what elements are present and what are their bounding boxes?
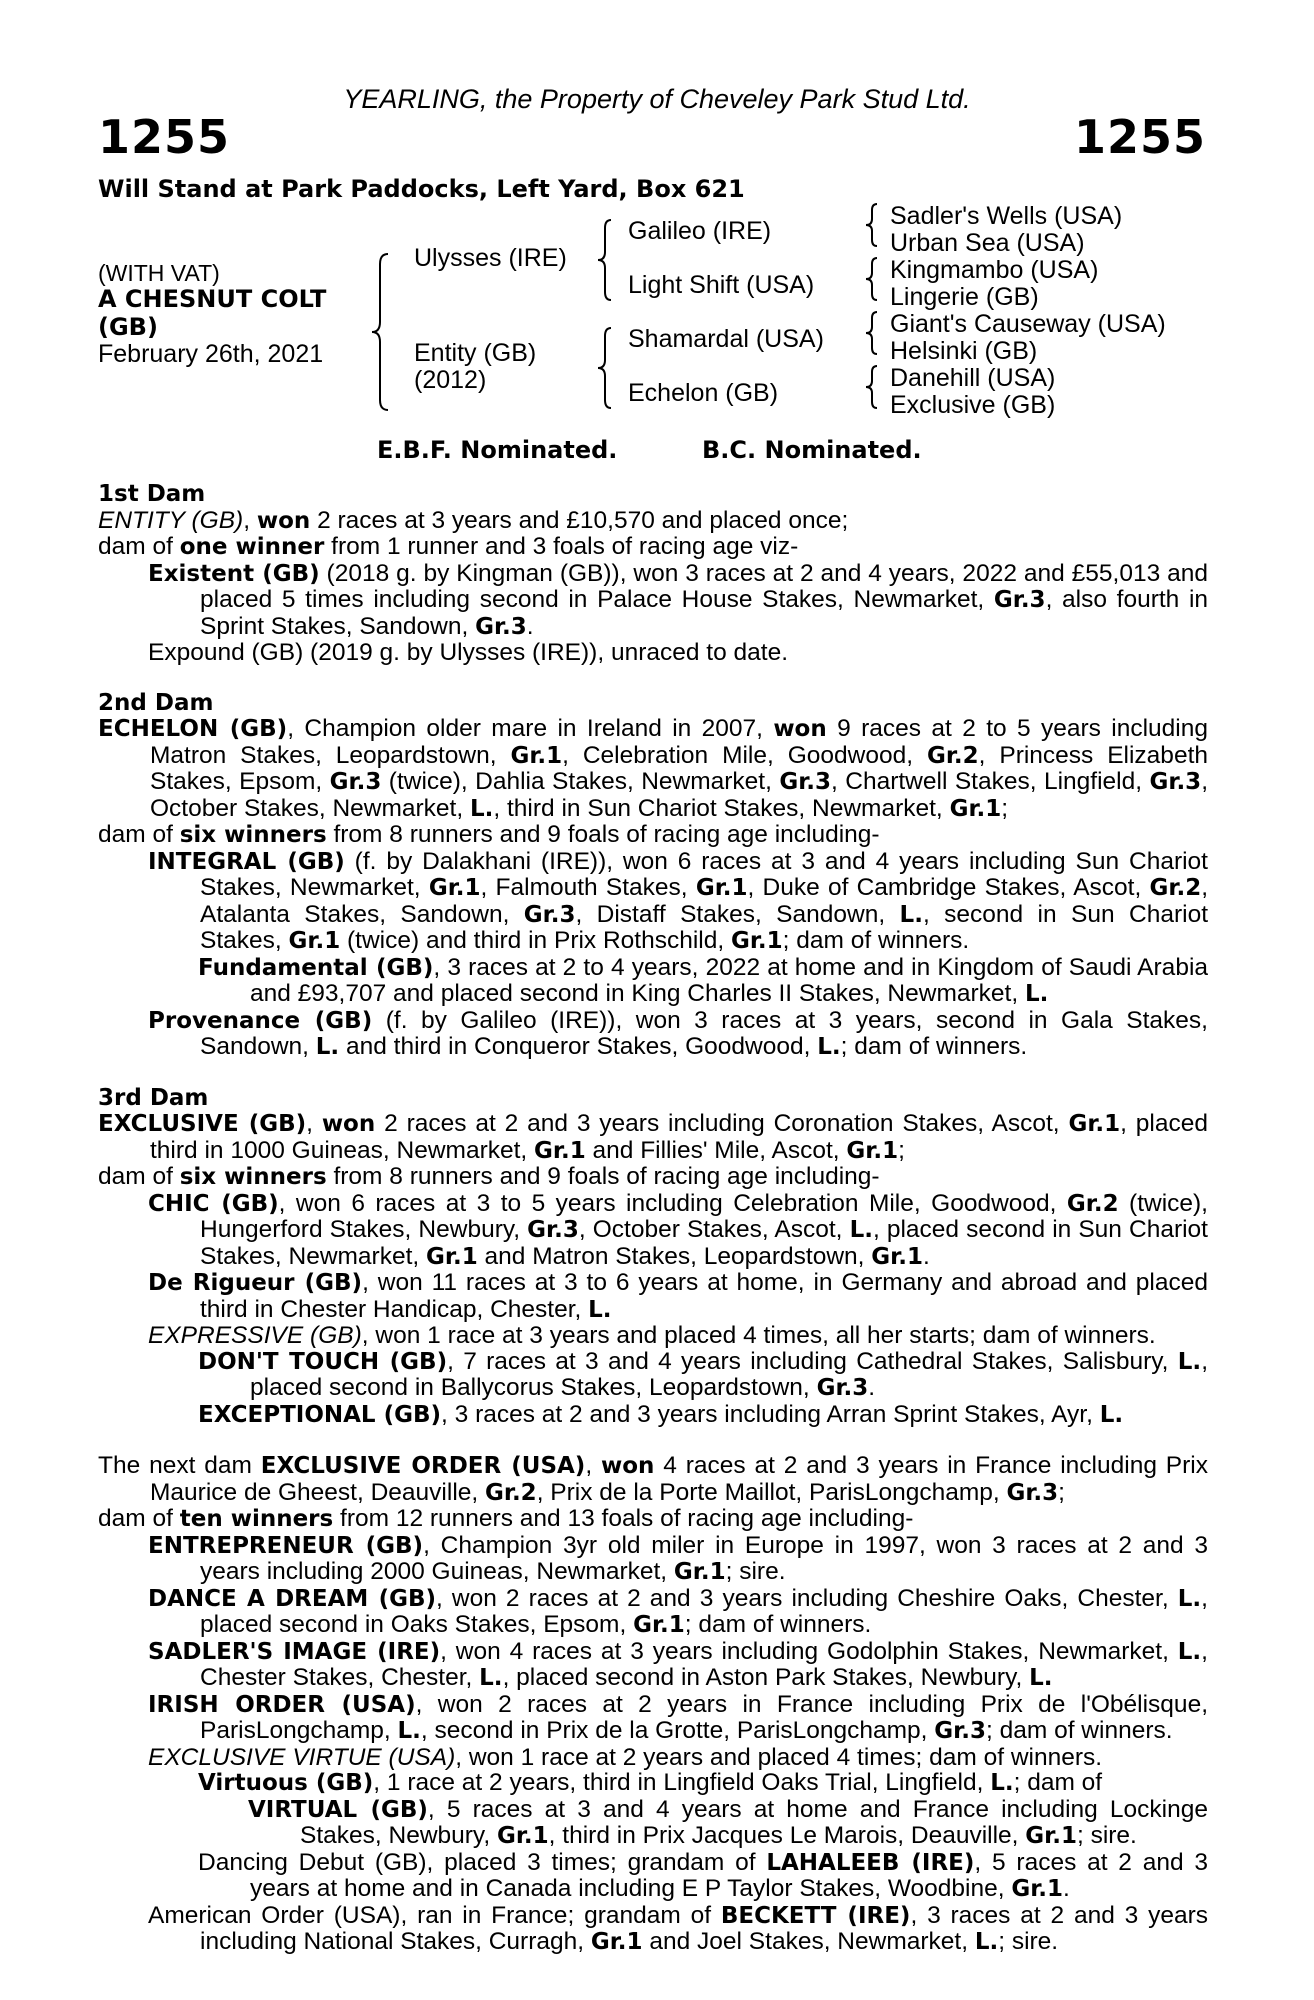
produce-sadlers-image: SADLER'S IMAGE (IRE), won 4 races at 3 years including Godolphin Stakes, Newmarket, L., Chester Stakes, Chester, L., placed second in Aston Park Stakes, Newbury, L. [148, 1637, 1208, 1691]
pedigree-brace-dam [596, 326, 614, 410]
sire-name: Ulysses (IRE) [414, 244, 567, 272]
ancestor-8: Exclusive (GB) [890, 391, 1056, 419]
ancestor-5: Giant's Causeway (USA) [890, 310, 1166, 338]
produce-fundamental: Fundamental (GB), 3 races at 2 to 4 years, 2022 at home and in Kingdom of Saudi Arabia and £93,707 and placed second in King Charles II Stakes, Newmarket, L. [198, 953, 1209, 1007]
first-dam-produce-summary: dam of one winner from 1 runner and 3 foals of racing age viz- [98, 533, 799, 560]
second-dam-produce-summary: dam of six winners from 8 runners and 9 foals of racing age including- [98, 821, 880, 848]
dam-year: (2012) [414, 366, 487, 394]
third-dam-entry: EXCLUSIVE (GB), won 2 races at 2 and 3 years including Coronation Stakes, Ascot, Gr.1, placed third in 1000 Guineas, Newmarket, Gr.1 and Fillies' Mile, Ascot, Gr.1; [98, 1110, 1208, 1164]
third-dam-section [98, 1086, 1208, 1429]
produce-entrepreneur: ENTREPRENEUR (GB), Champion 3yr old miler in Europe in 1997, won 3 races at 2 and 3 years including 2000 Guineas, Newmarket, Gr.1; sire. [148, 1531, 1208, 1585]
next-dam-produce-summary: dam of ten winners from 12 runners and 13 foals of racing age including- [98, 1505, 914, 1532]
sire-sire-name: Galileo (IRE) [628, 217, 772, 245]
lot-number-left: 1255 [98, 110, 231, 164]
produce-dancing-debut: Dancing Debut (GB), placed 3 times; grandam of LAHALEEB (IRE), 5 races at 2 and 3 years at home and in Canada including E P Taylor Stakes, Woodbine, Gr.1. [198, 1848, 1208, 1902]
horse-name: A CHESNUT COLT [98, 285, 327, 313]
first-dam-section [98, 482, 1208, 666]
ancestor-6: Helsinki (GB) [890, 337, 1038, 365]
consignor-header: YEARLING, the Property of Cheveley Park Stud Ltd. [343, 84, 971, 114]
vat-label: (WITH VAT) [98, 260, 220, 286]
pedigree-brace-g4 [864, 364, 880, 410]
produce-virtual: VIRTUAL (GB), 5 races at 3 and 4 years at home and France including Lockinge Stakes, Newbury, Gr.1, third in Prix Jacques Le Marois, Deauville, Gr.1; sire. [248, 1795, 1209, 1849]
pedigree-brace-sire [596, 218, 614, 302]
pedigree-brace-g3 [864, 310, 880, 356]
ancestor-4: Lingerie (GB) [890, 283, 1039, 311]
produce-chic: CHIC (GB), won 6 races at 3 to 5 years including Celebration Mile, Goodwood, Gr.2 (twice), Hungerford Stakes, Newbury, Gr.3, October Stakes, Ascot, L., placed second in Sun Chariot Stakes, Newmarket, Gr.1 and Matron Stakes, Leopardstown, Gr.1. [148, 1189, 1208, 1270]
dam-sire-name: Shamardal (USA) [628, 325, 824, 353]
first-dam-title: 1st Dam [98, 481, 206, 507]
ebf-nomination: E.B.F. Nominated. [377, 436, 618, 464]
produce-american-order: American Order (USA), ran in France; grandam of BECKETT (IRE), 3 races at 2 and 3 years including National Stakes, Curragh, Gr.1 and Joel Stakes, Newmarket, L.; sire. [148, 1901, 1208, 1955]
ancestor-1: Sadler's Wells (USA) [890, 202, 1123, 230]
produce-existent: Existent (GB) (2018 g. by Kingman (GB)), won 3 races at 2 and 4 years, 2022 and £55,013 and placed 5 times including second in Palace House Stakes, Newmarket, Gr.3, also fourth in Sprint Stakes, Sandown, Gr.3. [148, 559, 1209, 640]
sire-dam-name: Light Shift (USA) [628, 271, 815, 299]
produce-exceptional: EXCEPTIONAL (GB), 3 races at 2 and 3 years including Arran Sprint Stakes, Ayr, L. [198, 1400, 1124, 1428]
ancestor-3: Kingmambo (USA) [890, 256, 1099, 284]
produce-provenance: Provenance (GB) (f. by Galileo (IRE)), won 3 races at 3 years, second in Gala Stakes, Sandown, L. and third in Conqueror Stakes, Goodwood, L.; dam of winners. [148, 1006, 1208, 1060]
produce-irish-order: IRISH ORDER (USA), won 2 races at 2 years in France including Prix de l'Obélisque, ParisLongchamp, L., second in Prix de la Grotte, ParisLongchamp, Gr.3; dam of winners. [148, 1690, 1208, 1744]
produce-expressive: EXPRESSIVE (GB), won 1 race at 3 years and placed 4 times, all her starts; dam of winners. [148, 1322, 1156, 1349]
foaling-date: February 26th, 2021 [98, 340, 324, 368]
third-dam-title: 3rd Dam [98, 1084, 209, 1111]
produce-virtuous: Virtuous (GB), 1 race at 2 years, third in Lingfield Oaks Trial, Lingfield, L.; dam of [198, 1769, 1103, 1796]
dam-name: Entity (GB) [414, 339, 537, 367]
stabling-location: Will Stand at Park Paddocks, Left Yard, Box 621 [98, 175, 745, 203]
produce-integral: INTEGRAL (GB) (f. by Dalakhani (IRE)), won 6 races at 3 and 4 years including Sun Chariot Stakes, Newmarket, Gr.1, Falmouth Stakes, Gr.1, Duke of Cambridge Stakes, Ascot, Gr.2, Atalanta Stakes, Sandown, Gr.3, Distaff Stakes, Sandown, L., second in Sun Chariot Stakes, Gr.1 (twice) and third in Prix Rothschild, Gr.1; dam of winners. [148, 847, 1209, 954]
second-dam-title: 2nd Dam [98, 689, 214, 716]
second-dam-section [98, 691, 1208, 1061]
produce-exclusive-virtue: EXCLUSIVE VIRTUE (USA), won 1 race at 2 years and placed 4 times; dam of winners. [148, 1743, 1103, 1771]
dam-dam-name: Echelon (GB) [628, 379, 779, 407]
second-dam-entry: ECHELON (GB), Champion older mare in Ireland in 2007, won 9 races at 2 to 5 years including Matron Stakes, Leopardstown, Gr.1, Celebration Mile, Goodwood, Gr.2, Princess Elizabeth Stakes, Epsom, Gr.3 (twice), Dahlia Stakes, Newmarket, Gr.3, Chartwell Stakes, Lingfield, Gr.3, October Stakes, Newmarket, L., third in Sun Chariot Stakes, Newmarket, Gr.1; [98, 715, 1208, 822]
third-dam-produce-summary: dam of six winners from 8 runners and 9 foals of racing age including- [98, 1163, 880, 1190]
next-dam-section [98, 1453, 1208, 1956]
produce-dont-touch: DON'T TOUCH (GB), 7 races at 3 and 4 years including Cathedral Stakes, Salisbury, L., placed second in Ballycorus Stakes, Leopardstown, Gr.3. [198, 1347, 1208, 1401]
pedigree-brace-g2 [864, 256, 880, 302]
produce-expound: Expound (GB) (2019 g. by Ulysses (IRE)), unraced to date. [148, 639, 789, 666]
bc-nomination: B.C. Nominated. [702, 436, 922, 464]
pedigree-brace-g1 [864, 202, 880, 248]
produce-record [98, 482, 1208, 1956]
produce-dance-a-dream: DANCE A DREAM (GB), won 2 races at 2 and 3 years including Cheshire Oaks, Chester, L., placed second in Oaks Stakes, Epsom, Gr.1; dam of winners. [148, 1584, 1208, 1638]
pedigree-brace-main [370, 252, 392, 412]
lot-number-right: 1255 [1073, 110, 1206, 164]
first-dam-entry: ENTITY (GB), won 2 races at 3 years and £10,570 and placed once; [98, 506, 849, 534]
produce-de-rigueur: De Rigueur (GB), won 11 races at 3 to 6 years at home, in Germany and abroad and placed third in Chester Handicap, Chester, L. [148, 1269, 1208, 1323]
ancestor-7: Danehill (USA) [890, 364, 1056, 392]
next-dam-entry: The next dam EXCLUSIVE ORDER (USA), won 4 races at 2 and 3 years in France including Prix Maurice de Gheest, Deauville, Gr.2, Prix de la Porte Maillot, ParisLongchamp, Gr.3; [98, 1452, 1208, 1506]
ancestor-2: Urban Sea (USA) [890, 229, 1085, 257]
horse-name-country: (GB) [98, 313, 158, 341]
